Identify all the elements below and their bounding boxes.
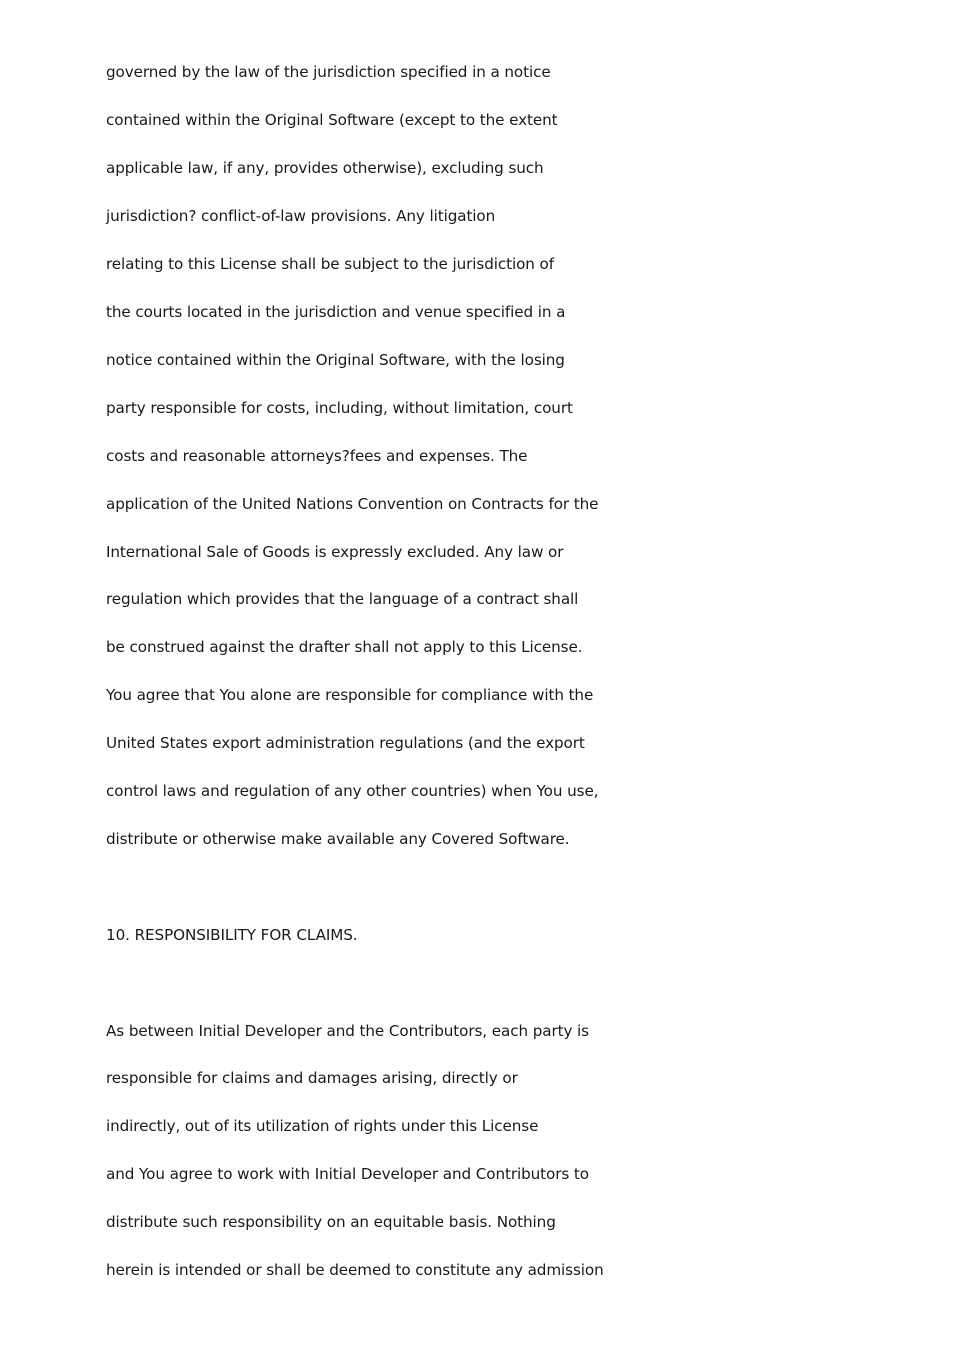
text-line: relating to this License shall be subject to the jurisdiction of bbox=[106, 255, 554, 273]
text-line: contained within the Original Software (except to the extent bbox=[106, 111, 558, 129]
text-line: and You agree to work with Initial Developer and Contributors to bbox=[106, 1165, 589, 1183]
text-line: application of the United Nations Convention on Contracts for the bbox=[106, 495, 599, 513]
text-line: control laws and regulation of any other countries) when You use, bbox=[106, 782, 599, 800]
text-line: regulation which provides that the language of a contract shall bbox=[106, 590, 579, 608]
text-line: distribute or otherwise make available any Covered Software. bbox=[106, 830, 570, 848]
text-line: United States export administration regulations (and the export bbox=[106, 734, 585, 752]
text-line: indirectly, out of its utilization of rights under this License bbox=[106, 1117, 539, 1135]
text-line: the courts located in the jurisdiction and venue specified in a bbox=[106, 303, 566, 321]
text-line: jurisdiction? conflict-of-law provisions. Any litigation bbox=[106, 207, 496, 225]
text-line: governed by the law of the jurisdiction specified in a notice bbox=[106, 63, 551, 81]
text-line: International Sale of Goods is expressly excluded. Any law or bbox=[106, 543, 564, 561]
text-line: be construed against the drafter shall not apply to this License. bbox=[106, 638, 583, 656]
text-line: applicable law, if any, provides otherwise), excluding such bbox=[106, 159, 544, 177]
text-line: notice contained within the Original Software, with the losing bbox=[106, 351, 565, 369]
text-line: party responsible for costs, including, without limitation, court bbox=[106, 399, 573, 417]
text-line: responsible for claims and damages arising, directly or bbox=[106, 1069, 518, 1087]
text-line: costs and reasonable attorneys?fees and expenses. The bbox=[106, 447, 528, 465]
text-line: distribute such responsibility on an equitable basis. Nothing bbox=[106, 1213, 556, 1231]
text-line: As between Initial Developer and the Contributors, each party is bbox=[106, 1022, 589, 1040]
section-heading: 10. RESPONSIBILITY FOR CLAIMS. bbox=[106, 926, 358, 944]
text-line: herein is intended or shall be deemed to constitute any admission bbox=[106, 1261, 604, 1279]
text-line: You agree that You alone are responsible for compliance with the bbox=[106, 686, 594, 704]
